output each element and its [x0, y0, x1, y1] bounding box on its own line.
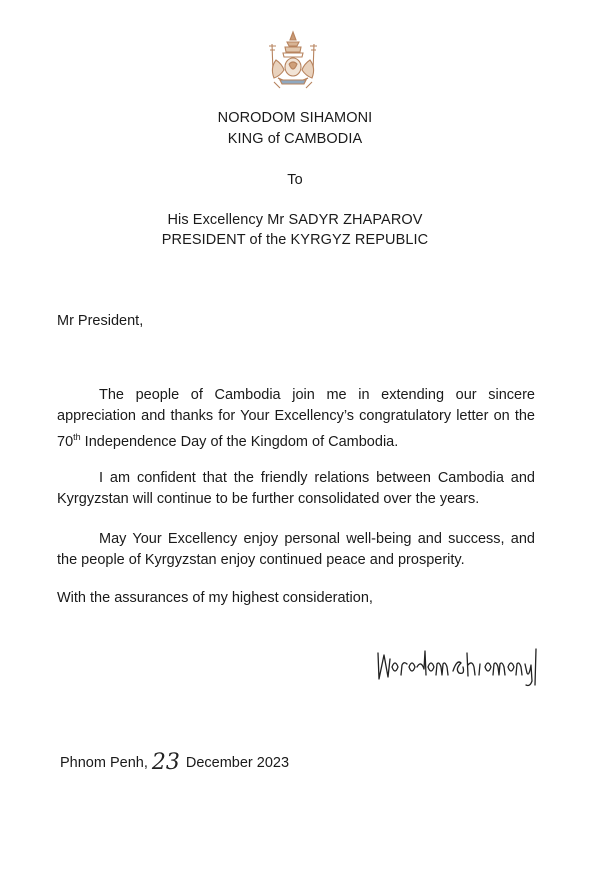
- paragraph-1-text-b: Independence Day of the Kingdom of Cambodia.: [80, 433, 399, 450]
- paragraph-1: [57, 385, 535, 453]
- closing-line: With the assurances of my highest consideration,: [57, 590, 373, 606]
- salutation: Mr President,: [57, 313, 144, 329]
- date-day-handwritten: 23: [151, 750, 180, 775]
- date-place: Phnom Penh,: [60, 755, 148, 771]
- royal-crest-icon: [260, 30, 326, 92]
- recipient-title: PRESIDENT of the KYRGYZ REPUBLIC: [161, 232, 429, 248]
- date-month-year: December 2023: [185, 755, 290, 771]
- paragraph-3: [57, 529, 535, 571]
- paragraph-2-text: I am confident that the friendly relations between Cambodia and Kyrgyzstan will continue to be further consolidated over the years.: [57, 470, 535, 507]
- sender-name: NORODOM SIHAMONI: [217, 110, 373, 126]
- recipient-name: His Excellency Mr SADYR ZHAPAROV: [167, 212, 423, 228]
- signature: [375, 645, 543, 687]
- paragraph-2: [57, 468, 535, 510]
- to-label: To: [287, 172, 303, 188]
- paragraph-1-text-a: The people of Cambodia join me in extending our sincere appreciation and thanks for Your Excellency’s congratulatory letter on the 70: [57, 387, 535, 450]
- sender-title: KING of CAMBODIA: [227, 131, 363, 147]
- paragraph-3-text: May Your Excellency enjoy personal well-being and success, and the people of Kyrgyzstan enjoy continued peace and prosperity.: [57, 531, 535, 568]
- ordinal-suffix: th: [73, 432, 81, 442]
- date-line: [60, 748, 289, 773]
